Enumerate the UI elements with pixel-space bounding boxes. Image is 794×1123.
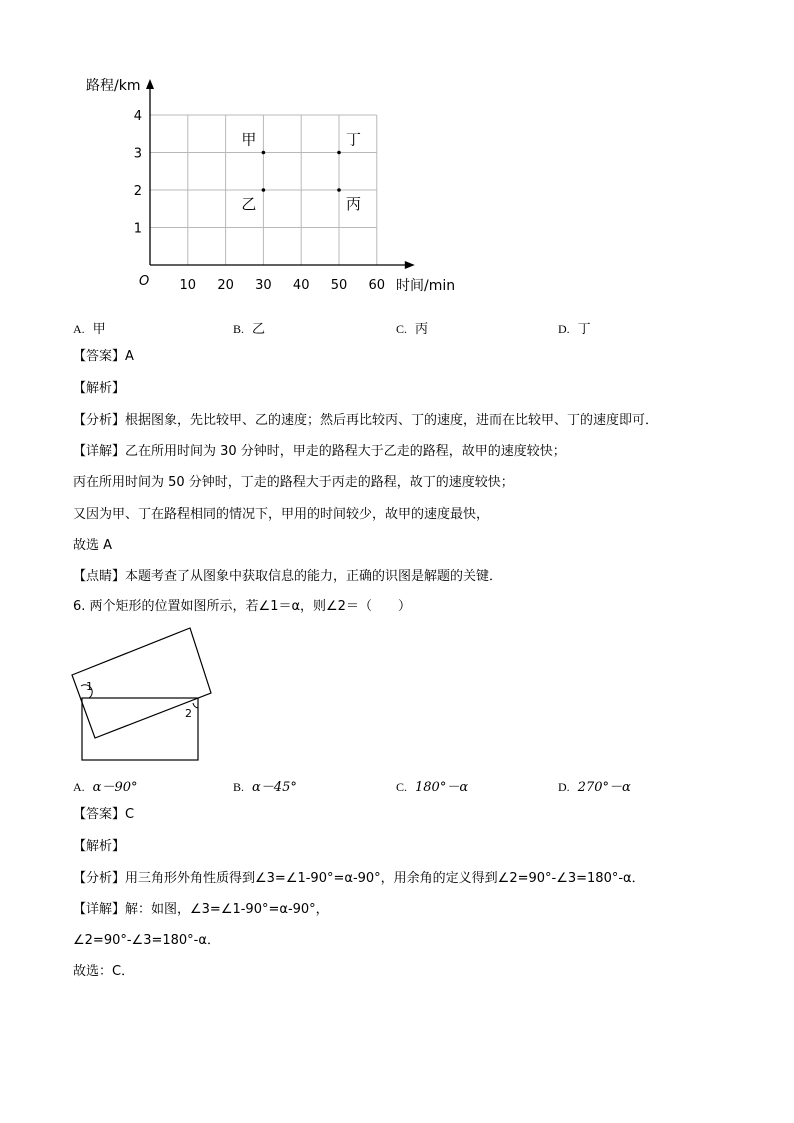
point-label-甲: 甲 — [241, 130, 257, 149]
x-axis-label: 时间/min — [396, 278, 456, 294]
point-label-丁: 丁 — [346, 130, 362, 149]
y-axis-label: 路程/km — [86, 78, 141, 94]
q5-option-c: C. 丙 — [396, 322, 429, 337]
y-tick-label-2: 2 — [133, 184, 142, 199]
x-tick-label-10: 10 — [179, 278, 197, 293]
angle-2-arc — [193, 703, 198, 708]
distance-time-chart — [0, 0, 794, 300]
x-tick-label-50: 50 — [330, 278, 348, 293]
y-tick-label-3: 3 — [133, 146, 142, 162]
point-甲 — [262, 151, 266, 155]
q5-detail-3: 又因为甲、丁在路程相同的情况下，甲用的时间较少，故甲的速度最快， — [73, 507, 490, 522]
x-tick-label-30: 30 — [255, 278, 272, 293]
angle-1-label: 1 — [86, 680, 93, 693]
q6-option-a: A. α－90° — [73, 780, 138, 795]
chart-axes — [146, 79, 415, 269]
x-tick-label-20: 20 — [217, 278, 234, 293]
q5-detail-1: 【详解】乙在所用时间为 30 分钟时，甲走的路程大于乙走的路程，故甲的速度较快； — [73, 444, 566, 459]
y-tick-label-1: 1 — [133, 221, 142, 237]
y-axis-arrow — [146, 79, 154, 89]
angle-2-label: 2 — [185, 707, 192, 720]
q5-option-a: A. 甲 — [73, 322, 106, 337]
point-label-乙: 乙 — [241, 195, 257, 213]
q5-option-d: D. 丁 — [558, 322, 591, 337]
two-rectangles-figure — [60, 620, 230, 770]
q6-detail-2: ∠2=90°-∠3=180°-α． — [73, 933, 220, 948]
q6-option-b: B. α－45° — [233, 780, 297, 795]
x-axis-arrow — [405, 261, 415, 269]
bottom-rectangle — [82, 698, 198, 760]
q5-answer: 【答案】A — [73, 349, 134, 364]
q5-jiexi-heading: 【解析】 — [73, 381, 126, 396]
x-tick-label-40: 40 — [292, 278, 310, 293]
q5-detail-2: 丙在所用时间为 50 分钟时，丁走的路程大于丙走的路程，故丁的速度较快； — [73, 475, 514, 490]
q5-comment: 【点睛】本题考查了从图象中获取信息的能力，正确的识图是解题的关键． — [73, 569, 503, 584]
origin-label: O — [139, 274, 150, 289]
q6-choose: 故选：C． — [73, 964, 135, 979]
point-label-丙: 丙 — [346, 195, 362, 213]
q5-option-b: B. 乙 — [233, 322, 266, 337]
q6-question: 6. 两个矩形的位置如图所示，若∠1＝α，则∠2＝（ ） — [73, 599, 411, 614]
q5-choose: 故选 A — [73, 538, 113, 553]
x-tick-label-60: 60 — [368, 278, 386, 293]
q5-analysis: 【分析】根据图象，先比较甲、乙的速度；然后再比较丙、丁的速度，进而在比较甲、丁的速度即可． — [73, 413, 659, 428]
q6-detail-1: 【详解】解：如图，∠3=∠1-90°=α-90°， — [73, 902, 329, 917]
q6-option-c: C. 180°－α — [396, 780, 469, 795]
q6-answer: 【答案】C — [73, 807, 135, 822]
q6-analysis: 【分析】用三角形外角性质得到∠3=∠1-90°=α-90°，用余角的定义得到∠2=90°-∠3=180°-α． — [73, 871, 645, 886]
q6-jiexi-heading: 【解析】 — [73, 839, 126, 854]
y-tick-label-4: 4 — [133, 109, 142, 124]
q6-option-d: D. 270°－α — [558, 780, 631, 795]
point-丙 — [337, 188, 341, 192]
point-丁 — [337, 151, 341, 155]
point-乙 — [262, 188, 266, 192]
